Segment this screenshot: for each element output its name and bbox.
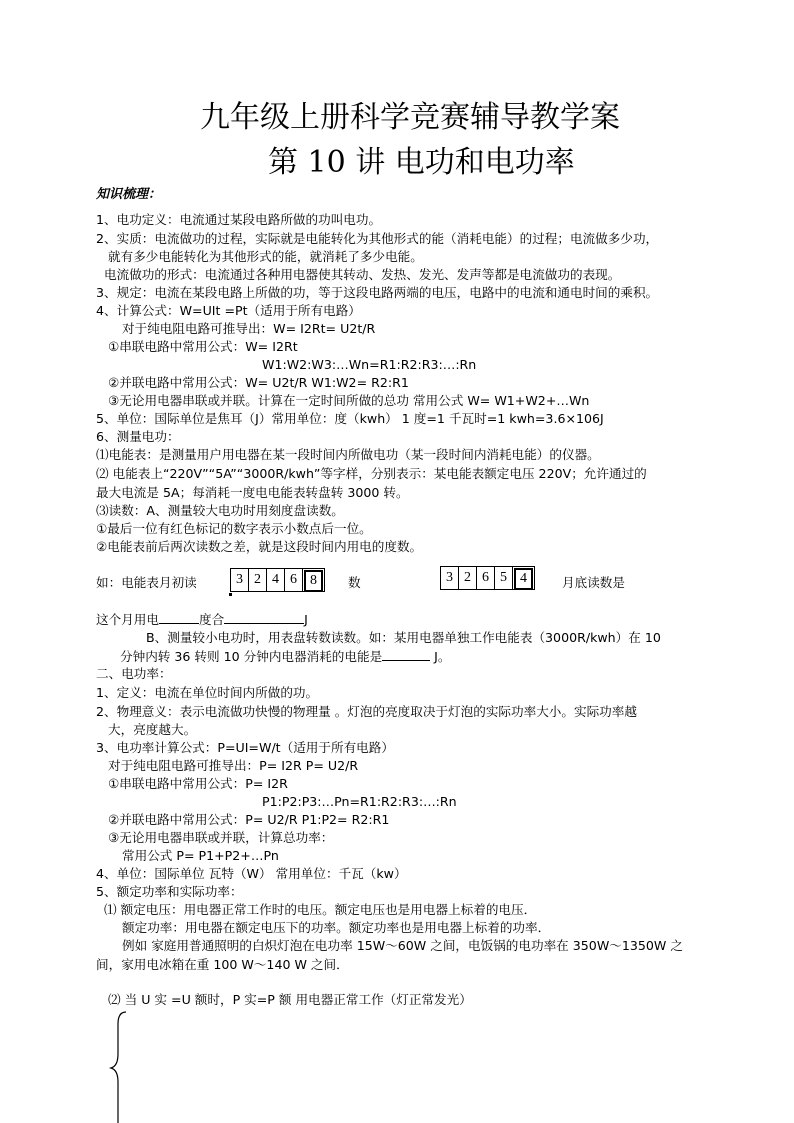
fill-in-line (120, 647, 450, 665)
text-line: ②并联电路中常用公式：W= U2t/R W1:W2= R2:R1 (108, 375, 409, 390)
text-line: 二、电功率： (96, 666, 172, 681)
meter-end-label: 月底读数是 (562, 575, 625, 590)
text-line: P1:P2:P3:…Pn=R1:R2:R3:…:Rn (262, 794, 457, 809)
text-line: ③无论用电器串联或并联。计算在一定时间所做的总功 常用公式 W= W1+W2+…Wn (108, 393, 590, 408)
text-line: 4、单位：国际单位 瓦特（W） 常用单位：千瓦（kw） (96, 866, 407, 881)
text-line: B、测量较小电功时，用表盘转数读数。如：某用电器单独工作电能表（3000R/kwh）在 10 (146, 630, 661, 645)
text-line: 3、电功率计算公式：P=UI=W/t（适用于所有电路） (96, 740, 394, 755)
meter-digit: 3 (231, 569, 249, 591)
meter-digit: 2 (249, 569, 267, 591)
mark-dot (229, 593, 232, 596)
text-line: 大，亮度越大。 (108, 722, 197, 737)
meter-digit: 6 (285, 569, 303, 591)
text-fragment: J (304, 612, 308, 627)
text-fragment: J。 (430, 649, 451, 664)
lecture-title: 第 10 讲 电功和电功率 (268, 145, 575, 180)
meter-start-display (230, 568, 325, 592)
text-fragment: 度合 (198, 612, 225, 627)
answer-blank[interactable] (159, 610, 199, 624)
meter-mid-label: 数 (348, 575, 361, 590)
meter-digit: 6 (477, 567, 495, 589)
meter-end-display (440, 566, 535, 590)
fill-in-line (96, 610, 308, 628)
text-line: ①最后一位有红色标记的数字表示小数点后一位。 (96, 521, 372, 536)
text-line: 最大电流是 5A；每消耗一度电电能表转盘转 3000 转。 (96, 485, 409, 500)
text-line: ①串联电路中常用公式：P= I2R (108, 776, 288, 791)
text-line: ⑶读数：A、测量较大电功时用刻度盘读数。 (96, 503, 344, 518)
text-line: ②电能表前后两次读数之差，就是这段时间内用电的度数。 (96, 539, 423, 554)
text-line: 6、测量电功： (96, 429, 180, 444)
text-line: 2、物理意义：表示电流做功快慢的物理量 。灯泡的亮度取决于灯泡的实际功率大小。实际功率越 (96, 704, 637, 719)
meter-digit: 4 (267, 569, 285, 591)
section-heading: 知识梳理： (96, 187, 162, 202)
text-line: 就有多少电能转化为其他形式的能，就消耗了多少电能。 (108, 249, 423, 264)
meter-decimal-digit: 4 (514, 568, 533, 590)
curly-brace-icon (108, 1010, 130, 1123)
text-line: ⑵ 电能表上“220V”“5A”“3000R/kwh”等字样，分别表示：某电能表额定电压 220V；允许通过的 (96, 466, 647, 481)
text-line: 5、单位：国际单位是焦耳（J）常用单位：度（kwh） 1 度=1 千瓦时=1 kwh=3.6×106J (96, 411, 604, 426)
text-line: 额定功率：用电器在额定电压下的功率。额定功率也是用电器上标着的功率． (122, 920, 551, 935)
answer-blank[interactable] (382, 647, 430, 661)
text-line: 对于纯电阻电路可推导出：W= I2Rt= U2t/R (122, 321, 376, 336)
text-line: 3、规定：电流在某段电路上所做的功，等于这段电路两端的电压，电路中的电流和通电时间的乘积。 (96, 285, 659, 300)
text-fragment: 分钟内转 36 转则 10 分钟内电器消耗的电能是 (120, 649, 383, 664)
text-line: ①串联电路中常用公式：W= I2Rt (108, 339, 298, 354)
answer-blank[interactable] (224, 610, 304, 624)
text-line: 间，家用电冰箱在重 100 W～140 W 之间． (96, 957, 349, 972)
meter-digit: 3 (441, 567, 459, 589)
meter-digit: 5 (495, 567, 513, 589)
meter-digit: 2 (459, 567, 477, 589)
text-line: ②并联电路中常用公式：P= U2/R P1:P2= R2:R1 (108, 812, 390, 827)
document-title: 九年级上册科学竞赛辅导教学案 (200, 100, 620, 135)
meter-start-label: 如：电能表月初读 (96, 575, 197, 590)
text-line: ⑴ 额定电压：用电器正常工作时的电压。额定电压也是用电器上标着的电压． (104, 902, 537, 917)
meter-decimal-digit: 8 (304, 570, 323, 592)
text-line: 1、电功定义：电流通过某段电路所做的功叫电功。 (96, 212, 382, 227)
text-fragment: 这个月用电 (96, 612, 159, 627)
text-line: 常用公式 P= P1+P2+…Pn (122, 848, 279, 863)
text-line: 1、定义：电流在单位时间内所做的功。 (96, 685, 319, 700)
text-line: ⑴电能表：是测量用户用电器在某一段时间内所做电功（某一段时间内消耗电能）的仪器。 (96, 447, 600, 462)
text-line: ③无论用电器串联或并联，计算总功率： (108, 830, 334, 845)
text-line: W1:W2:W3:…Wn=R1:R2:R3:…:Rn (262, 357, 477, 372)
text-line: 2、实质：电流做功的过程，实际就是电能转化为其他形式的能（消耗电能）的过程；电流做多少功， (96, 231, 659, 246)
text-line: 电流做功的形式：电流通过各种用电器使其转动、发热、发光、发声等都是电流做功的表现。 (104, 267, 621, 282)
text-line: 4、计算公式：W=UIt =Pt（适用于所有电路） (96, 303, 361, 318)
text-line: 5、额定功率和实际功率： (96, 884, 243, 899)
text-line: ⑵ 当 U 实 =U 额时，P 实=P 额 用电器正常工作（灯正常发光） (108, 992, 472, 1007)
text-line: 对于纯电阻电路可推导出：P= I2R P= U2/R (108, 758, 359, 773)
text-line: 例如 家庭用普通照明的白炽灯泡在电功率 15W～60W 之间，电饭锅的电功率在 350W～1350W 之 (122, 938, 683, 953)
